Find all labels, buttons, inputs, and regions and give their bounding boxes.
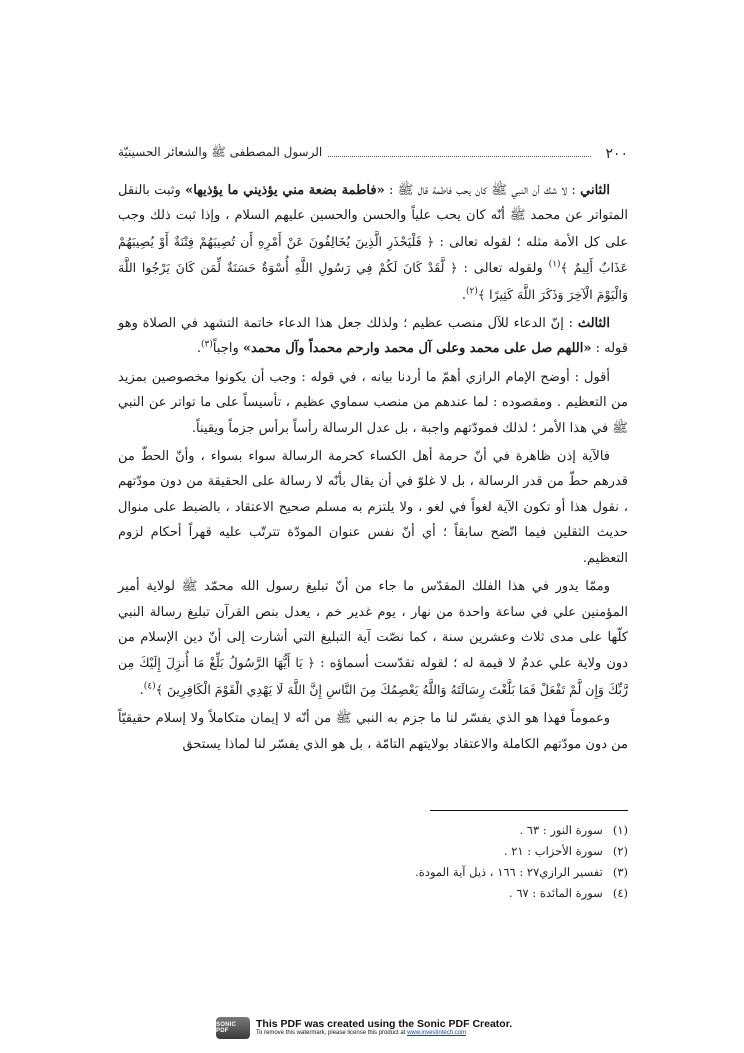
footnote-ref[interactable]: (٣) xyxy=(201,340,213,351)
footnote-number: (٣) xyxy=(612,865,628,879)
paragraph-text: : إنّ الدعاء للآل منصب عظيم ؛ ولذلك جعل هذا الدعاء خاتمة التشهد في الصلاة وهو قوله : xyxy=(118,316,628,357)
pdf-watermark xyxy=(216,1013,546,1043)
paragraph: فالآية إذن ظاهرة في أنّ حرمة أهل الكساء كحرمة الرسالة سواء بسواء ، وأنّ الحطّ من قدرهم حطّ من قدر الرسالة ، بل لا غلوّ في أن يقال بأنّه لا رسالة على الحقيقة من دون مودّتهم ، نقول هذا أو تكون الآية لغواً في لغو ، ولا يلتزم به مسلم صحيح الاعتقاد ، بالضبط على منوال حديث الثقلين فيما اتّضح سابقاً ؛ أي أنّ نفس عنوان المودّة تترتّب عليه قهراً أحكام لزوم التعظيم. xyxy=(118,449,628,566)
paragraph-text: وممّا يدور في هذا الفلك المقدّس ما جاء من أنّ تبليغ رسول الله محمّد ﷺ لولاية أمير المؤمنين علي في ساعة واحدة من نهار ، يوم غدير خم ، يعدل بنص القرآن تبليغ رسالة النبي كلّها على مدى ثلاث وعشرين سنة ، كما نصّت آية التبليغ التي أشارت إلى أنّ دين الإسلام من دون ولاية علي عدمٌ لا قيمة له ؛ لقوله تقدّست أسماؤه : xyxy=(118,579,628,672)
paragraph-ghadir xyxy=(118,574,628,703)
watermark-main-line: This PDF was created using the Sonic PDF Creator. xyxy=(256,1017,513,1030)
quran-verse: ﴿ يَا أَيُّهَا الرَّسُولُ بَلِّغْ مَا أُنزِلَ إِلَيْكَ مِن رَّبِّكَ وَإِن لَّمْ تَفْعَلْ فَمَا بَلَّغْتَ رِسَالَتَهُ وَاللَّهُ يَعْصِمُكَ مِنَ النَّاسِ إِنَّ اللَّهَ لَا يَهْدِي الْقَوْمَ الْكَافِرِينَ ﴾ xyxy=(118,655,628,697)
footnote-text: تفسير الرازي٢٧ : ١٦٦ ، ذيل آية المودة. xyxy=(415,865,603,879)
footnote-ref[interactable]: (٤) xyxy=(143,681,156,692)
watermark-sub-text: To remove this watermark, please license this product at xyxy=(256,1030,408,1037)
hadith-quote: «فاطمة بضعة مني يؤذيني ما يؤذيها» xyxy=(185,183,385,198)
watermark-sub-line xyxy=(256,1030,512,1037)
header-dot-leader xyxy=(328,156,591,157)
page-number: ٢٠٠ xyxy=(605,146,628,162)
footnote-ref[interactable]: (٢) xyxy=(465,286,478,297)
footnote-item xyxy=(330,883,628,904)
footnote-ref[interactable]: (١) xyxy=(548,259,561,270)
footnote-text: سورة الأحزاب : ٢١ . xyxy=(503,844,603,858)
point-label: الثالث xyxy=(577,316,610,332)
salawat-quote: «اللهم صل على محمد وعلى آل محمد وارحم محمداً وآل محمد» xyxy=(242,341,592,357)
footnote-text: سورة النور : ٦٣ . xyxy=(519,823,603,837)
footnote-separator xyxy=(430,810,628,811)
running-header xyxy=(118,140,628,162)
footnote-item xyxy=(330,841,628,862)
footnote-item xyxy=(330,862,628,883)
quran-verse: ﴿ فَلْيَحْذَرِ الَّذِينَ يُخَالِفُونَ عَنْ أَمْرِهِ أَن تُصِيبَهُمْ فِتْنَةٌ أَوْ يُصِيبَهُمْ عَذَابٌ أَلِيمٌ ﴾ xyxy=(118,233,629,276)
paragraph: أقول : أوضح الإمام الرازي أهمّ ما أردنا بيانه ، في قوله : وجب أن يكونوا مخصوصين بمزيد من التعظيم . ومقصوده : لما عندهم من منصب سماوي عظيم ، تأسيساً على ما تواتر عن النبي ﷺ في هذا الأمر ؛ لذلك فمودّتهم واجبة ، بل عدل الرسالة رأساً برأس جزماً ويقيناً. xyxy=(118,369,628,436)
footnote-number: (٤) xyxy=(612,886,628,900)
watermark-text xyxy=(256,1019,512,1037)
paragraph-end: . xyxy=(196,341,202,357)
paragraph-end: . xyxy=(461,287,466,303)
paragraph-text: ولقوله تعالى : xyxy=(457,261,549,277)
footnotes xyxy=(330,820,628,904)
point-label: الثاني xyxy=(580,183,611,198)
paragraph-end: . xyxy=(139,682,144,698)
watermark-link[interactable]: www.investintech.com xyxy=(407,1030,467,1037)
paragraph-second-point xyxy=(118,178,628,308)
sonic-pdf-logo: SONIC PDF xyxy=(216,1017,250,1039)
footnote-text: سورة المائدة : ٦٧ . xyxy=(509,886,603,900)
paragraph-third-point xyxy=(118,311,628,362)
footnote-number: (٢) xyxy=(612,844,628,858)
body-text xyxy=(118,178,628,760)
footnote-number: (١) xyxy=(612,823,628,837)
paragraph-text: : لا شك أن النبي ﷺ كان يحب فاطمة قال ﷺ : xyxy=(384,183,581,198)
quran-verse: ﴿ لَّقَدْ كَانَ لَكُمْ فِي رَسُولِ اللَّهِ أُسْوَةٌ حَسَنَةٌ لِّمَن كَانَ يَرْجُوا اللَّهَ وَالْيَوْمَ الْآخِرَ وَذَكَرَ اللَّهَ كَثِيرًا ﴾ xyxy=(118,260,628,302)
footnote-item xyxy=(330,820,628,841)
running-title: الرسول المصطفى ﷺ والشعائر الحسينيّة xyxy=(118,145,323,159)
paragraph-text: وثبت بالنقل المتواتر عن محمد ﷺ أنّه كان يحب علياً والحسن والحسين عليهم السلام ، وإذا ثبت ذلك وجب على كل الأمة مثله ؛ لقوله تعالى : xyxy=(118,183,629,250)
paragraph: وعموماً فهذا هو الذي يفسّر لنا ما جزم به النبي ﷺ من أنّه لا إيمان متكاملاً ولا إسلام حقيقيّاً من دون مودّتهم الكاملة والاعتقاد بولايتهم التامّة ، بل هو الذي يفسّر لنا لماذا يستحق xyxy=(118,711,628,752)
paragraph-text: واجباً xyxy=(212,341,243,357)
